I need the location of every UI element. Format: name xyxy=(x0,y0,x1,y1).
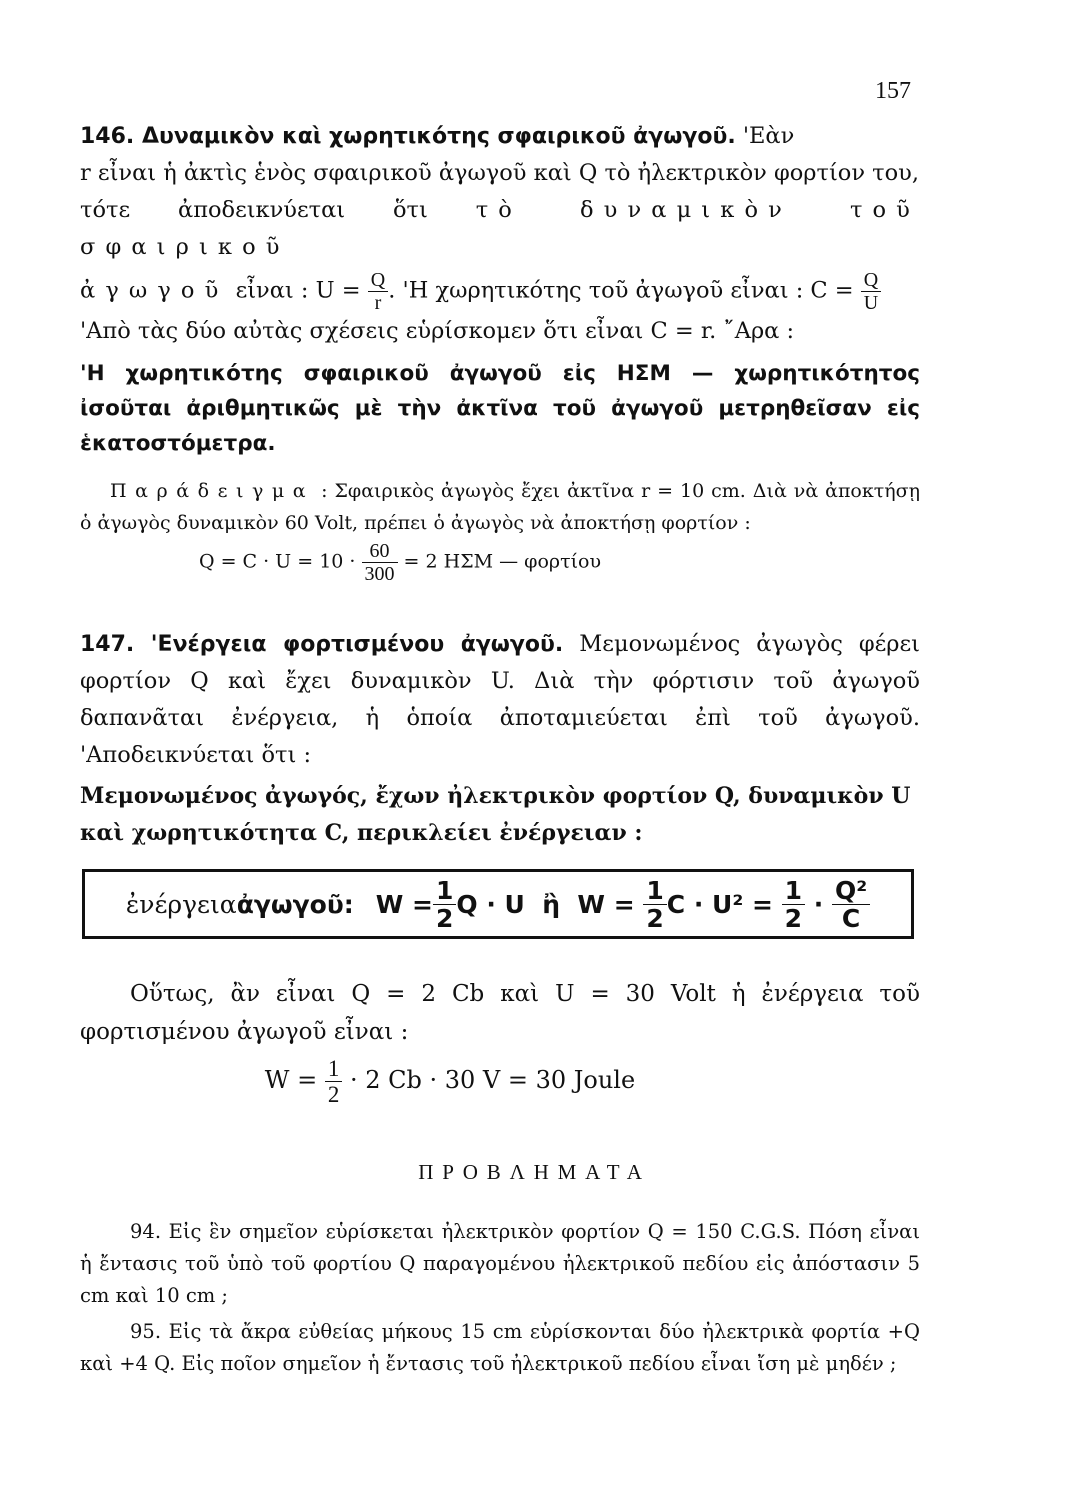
line4-text-b: . 'Η χωρητικότης τοῦ ἀγωγοῦ εἶναι : C = xyxy=(388,277,861,304)
frac-num: 1 xyxy=(433,878,456,905)
box-label-bold: ἀγωγοῦ: xyxy=(236,889,354,919)
section-147-text: Μεμονωμένος ἀγωγὸς φέρει φορτίον Q καὶ ἔχει δυναμικὸν U. Διὰ τὴν φόρτισιν τοῦ ἀγωγοῦ δαπανᾶται ἐνέργεια, ἡ ὁποία ἀποταμιεύεται ἐπὶ τοῦ ἀγωγοῦ. 'Αποδεικνύεται ὅτι : xyxy=(80,631,920,768)
section-147-example-formula xyxy=(80,1057,920,1106)
section-146 xyxy=(80,118,920,584)
box-fraction-3 xyxy=(782,875,805,933)
box-w1: W = xyxy=(375,889,433,919)
section-146-example-formula xyxy=(80,541,920,584)
frac-den: C xyxy=(841,903,861,933)
box-fraction-2 xyxy=(643,875,666,933)
formula-text-b: · 2 Cb · 30 V = 30 Joule xyxy=(342,1066,636,1094)
frac-den: r xyxy=(374,292,382,314)
section-146-example xyxy=(80,475,920,539)
frac-den: 2 xyxy=(435,903,454,933)
problem-94: 94. Εἰς ἓν σημεῖον εὑρίσκεται ἠλεκτρικὸν φορτίον Q = 150 C.G.S. Πόση εἶναι ἡ ἔντασις τοῦ ὑπὸ τοῦ φορτίου Q παραγομένου ἠλεκτρικοῦ πεδίου εἰς ἀπόστασιν 5 cm καὶ 10 cm ; xyxy=(80,1220,920,1307)
frac-den: 300 xyxy=(364,563,395,585)
box-fraction-4 xyxy=(832,875,870,933)
box-mid2: C · U² = xyxy=(666,889,782,919)
fraction-1-over-2 xyxy=(325,1057,343,1106)
section-146-statement: 'Η χωρητικότης σφαιρικοῦ ἀγωγοῦ εἰς ΗΣΜ — χωρητικότητος ἰσοῦται ἀριθμητικῶς μὲ τὴν ἀκτῖνα τοῦ ἀγωγοῦ μετρηθεῖσαν εἰς ἑκατοστόμετρα. xyxy=(80,361,920,456)
formula-text-a: W = xyxy=(264,1066,325,1094)
box-label-plain: ἐνέργεια xyxy=(125,889,237,919)
page-number: 157 xyxy=(875,78,911,104)
formula-text-b: = 2 ΗΣΜ — φορτίου xyxy=(397,550,602,573)
section-147-title: 147. 'Ενέργεια φορτισμένου ἀγωγοῦ. xyxy=(80,632,564,657)
frac-den: 2 xyxy=(784,903,803,933)
fraction-60-over-300 xyxy=(362,541,398,584)
section-147-example-text: Οὕτως, ἂν εἶναι Q = 2 Cb καὶ U = 30 Volt ἡ ἐνέργεια τοῦ φορτισμένου ἀγωγοῦ εἶναι : xyxy=(80,981,920,1045)
frac-num: 1 xyxy=(325,1057,343,1082)
frac-num: Q xyxy=(861,270,881,292)
section-147-statement: Μεμονωμένος ἀγωγός, ἔχων ἠλεκτρικὸν φορτίον Q, δυναμικὸν U καὶ χωρητικότητα C, περικλείει ἐνέργειαν : xyxy=(80,783,911,846)
section-146-line2: r εἶναι ἡ ἀκτὶς ἑνὸς σφαιρικοῦ ἀγωγοῦ καὶ Q τὸ ἠλεκτρικὸν φορτίον του, xyxy=(80,160,919,186)
problems-list xyxy=(80,1216,920,1380)
box-fraction-1 xyxy=(433,875,456,933)
example-text: : Σφαιρικὸς ἀγωγὸς ἔχει ἀκτῖνα r = 10 cm. Διὰ νὰ ἀποκτήσῃ ὁ ἀγωγὸς δυναμικὸν 60 Volt, πρέπει ὁ ἀγωγὸς νὰ ἀποκτήσῃ φορτίον : xyxy=(80,480,920,534)
line3-text: τότε ἀποδεικνύεται ὅτι xyxy=(80,197,476,223)
problem-95: 95. Εἰς τὰ ἄκρα εὐθείας μήκους 15 cm εὑρίσκονται δύο ἠλεκτρικὰ φορτία +Q καὶ +4 Q. Εἰς ποῖον σημεῖον ἡ ἔντασις τοῦ ἠλεκτρικοῦ πεδίου εἶναι ἴση μὲ μηδέν ; xyxy=(80,1320,920,1375)
frac-num: 60 xyxy=(362,541,398,563)
line3-spaced: τὸ δυναμικὸν τοῦ σφαιρικοῦ xyxy=(80,197,920,260)
line4-spaced: ἀγωγοῦ xyxy=(80,277,229,304)
box-mid3: · xyxy=(805,889,832,919)
frac-den: U xyxy=(863,292,879,314)
section-146-line5: 'Απὸ τὰς δύο αὐτὰς σχέσεις εὑρίσκομεν ὅτι εἶναι C = r. ῎Αρα : xyxy=(80,318,795,344)
energy-formula-box xyxy=(82,869,914,939)
box-mid1: Q · U ἢ W = xyxy=(456,889,644,919)
section-146-title: 146. Δυναμικὸν καὶ χωρητικότης σφαιρικοῦ ἀγωγοῦ. xyxy=(80,124,736,149)
section-146-line4 xyxy=(80,270,920,313)
line4-text-a: εἶναι : U = xyxy=(228,277,368,304)
section-147 xyxy=(80,626,920,852)
frac-num: 1 xyxy=(782,878,805,905)
section-146-intro xyxy=(80,118,920,155)
example-label: Παράδειγμα xyxy=(110,480,315,502)
fraction-q-over-u xyxy=(861,270,881,313)
problems-title: ΠΡΟΒΛΗΜΑΤΑ xyxy=(418,1160,651,1184)
frac-den: 2 xyxy=(327,1082,340,1107)
intro-tail: 'Εὰν xyxy=(735,123,795,149)
section-147-example xyxy=(80,975,920,1106)
frac-den: 2 xyxy=(646,903,664,933)
frac-num: 1 xyxy=(643,878,666,905)
frac-num: Q xyxy=(368,270,388,292)
frac-num: Q² xyxy=(832,878,870,905)
section-147-intro xyxy=(80,626,920,774)
fraction-q-over-r xyxy=(368,270,388,313)
section-146-line3 xyxy=(80,192,920,266)
formula-text-a: Q = C · U = 10 · xyxy=(198,550,362,573)
